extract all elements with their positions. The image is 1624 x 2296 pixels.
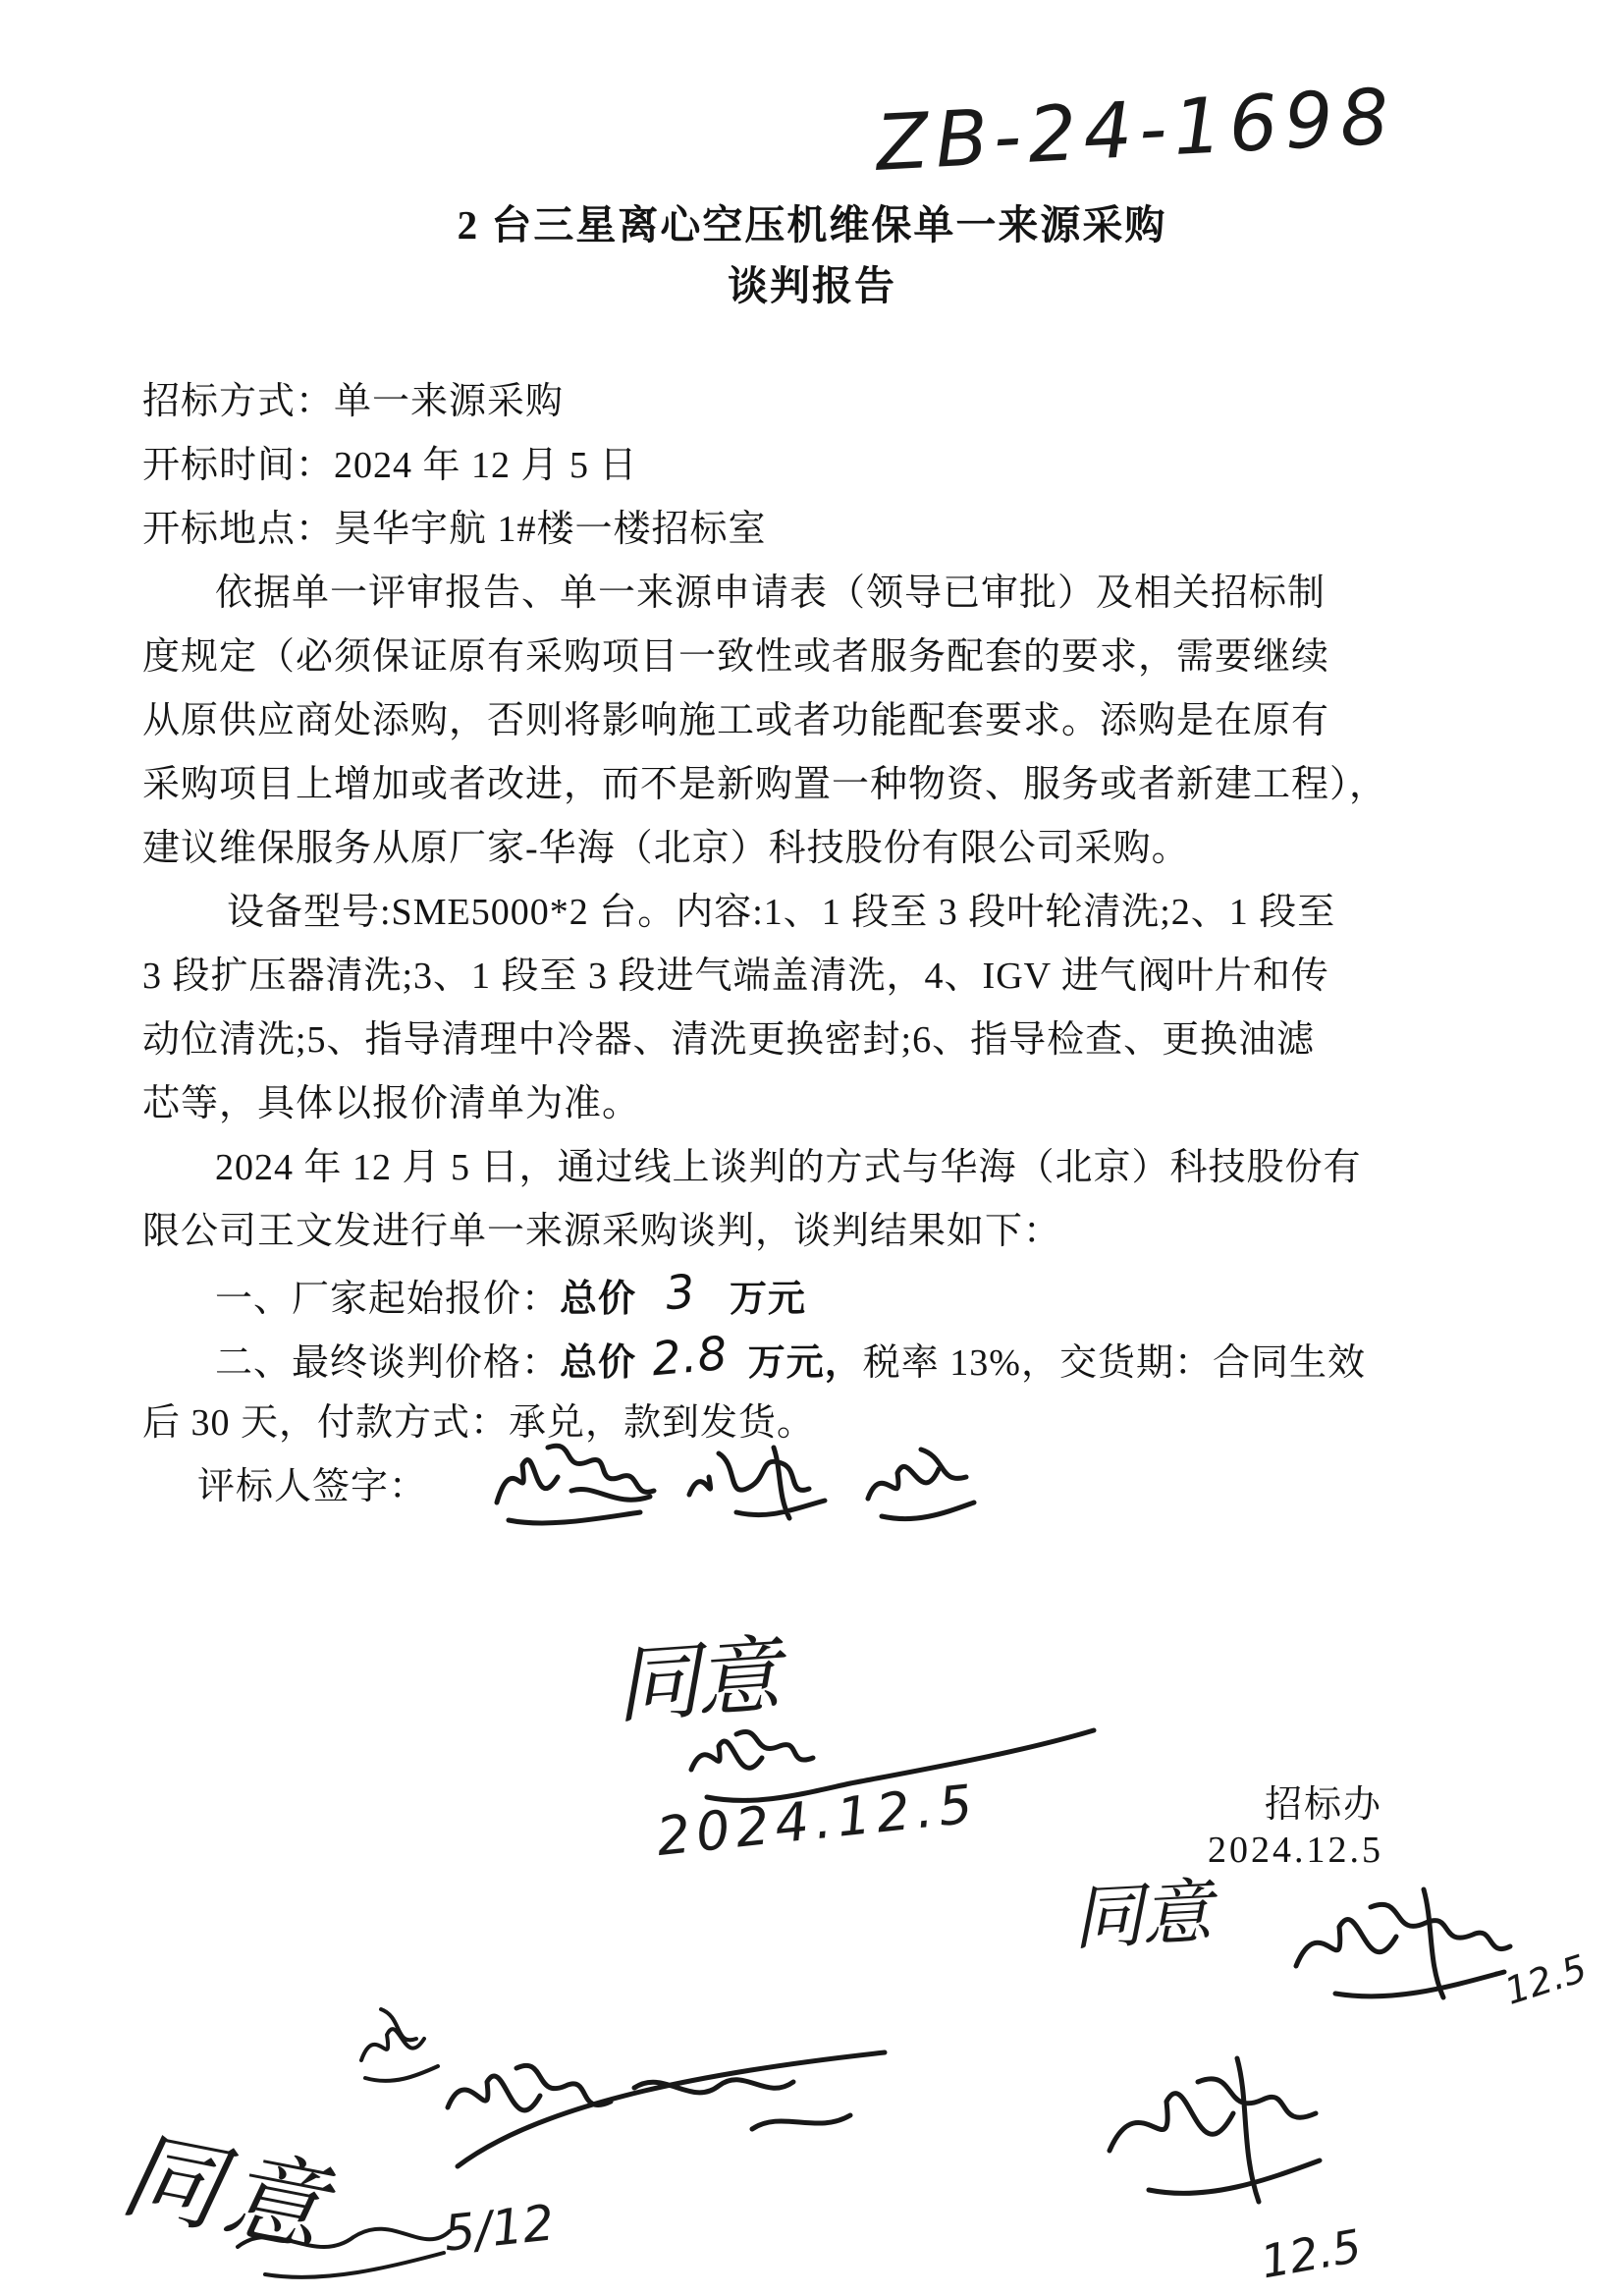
basis-paragraph-line-3: 从原供应商处添购，否则将影响施工或者功能配套要求。添购是在原有 [142,700,1330,741]
negotiation-paragraph-line-1: 2024 年 12 月 5 日，通过线上谈判的方式与华海（北京）科技股份有 [215,1147,1362,1188]
evaluator-signature-3 [852,1430,985,1528]
final-price-unit: 万元， [747,1342,863,1384]
final-price-prefix: 二、最终谈判价格： [215,1342,561,1384]
final-price-value-handwritten: 2.8 [649,1326,731,1388]
bottom-right-date: 12.5 [1257,2218,1366,2289]
bottom-left-signature-flourish [226,2198,457,2291]
approval-center-agree-text: 同意 [612,1626,780,1736]
basis-paragraph-line-1: 依据单一评审报告、单一来源申请表（领导已审批）及相关招标制 [215,573,1326,614]
document-title: 2 台三星离心空压机维保单一来源采购 [457,202,1167,247]
bottom-right-signature [1080,2043,1330,2214]
bottom-left-signature-long [428,2039,894,2188]
approval-right-agree-text: 同意 [1070,1870,1213,1960]
equipment-paragraph-line-1: 设备型号:SME5000*2 台。内容:1、1 段至 3 段叶轮清洗;2、1 段至 [227,892,1336,933]
initial-offer-unit: 万元 [729,1279,806,1320]
initial-offer-label: 总价 [560,1279,637,1320]
basis-paragraph-line-2: 度规定（必须保证原有采购项目一致性或者服务配套的要求，需要继续 [142,636,1330,678]
evaluator-signature-2 [679,1436,837,1534]
equipment-paragraph-line-2: 3 段扩压器清洗;3、1 段至 3 段进气端盖清洗，4、IGV 进气阀叶片和传 [142,956,1329,997]
bidding-office-date: 2024.12.5 [1208,1830,1383,1871]
info-line-opening-time: 开标时间：2024 年 12 月 5 日 [142,445,638,486]
document-body [142,370,1565,1519]
negotiation-paragraph-line-2: 限公司王文发进行单一来源采购谈判，谈判结果如下： [142,1211,1062,1252]
basis-paragraph-line-4: 采购项目上增加或者改进，而不是新购置一种物资、服务或者新建工程）， [142,764,1388,805]
document-subtitle: 谈判报告 [728,263,896,308]
evaluator-signature-1 [485,1426,667,1539]
bottom-left-agree-text: 同意 [113,2115,340,2269]
approval-right-date: 12.5 [1499,1946,1593,2013]
result-line-initial-offer [142,1264,1565,1328]
info-line-opening-location: 开标地点：昊华宇航 1#楼一楼招标室 [142,509,767,550]
bidding-office-name: 招标办 [1265,1784,1383,1826]
final-price-terms: 税率 13%，交货期：合同生效 [862,1342,1366,1384]
equipment-paragraph-line-3: 动位清洗;5、指导清理中冷器、清洗更换密封;6、指导检查、更换油滤 [142,1019,1316,1061]
result-line-final-price-continuation: 后 30 天，付款方式：承兑，款到发货。 [142,1402,816,1444]
initial-offer-value-handwritten: 3 [663,1264,699,1322]
approval-right-signature [1276,1878,1517,2010]
result-line-final-price [142,1328,1565,1392]
bottom-left-date: 5/12 [441,2194,558,2263]
equipment-paragraph-line-4: 芯等，具体以报价清单为准。 [142,1083,641,1124]
reference-number-handwritten: ZB-24-1698 [874,73,1398,189]
info-line-bidding-method: 招标方式：单一来源采购 [142,381,565,422]
evaluator-signature-label: 评标人签字： [197,1466,428,1507]
initial-offer-prefix: 一、厂家起始报价： [215,1279,561,1320]
final-price-label: 总价 [560,1342,637,1384]
approval-center-date: 2024.12.5 [653,1772,982,1869]
basis-paragraph-line-5: 建议维保服务从原厂家-华海（北京）科技股份有限公司采购。 [142,828,1190,869]
